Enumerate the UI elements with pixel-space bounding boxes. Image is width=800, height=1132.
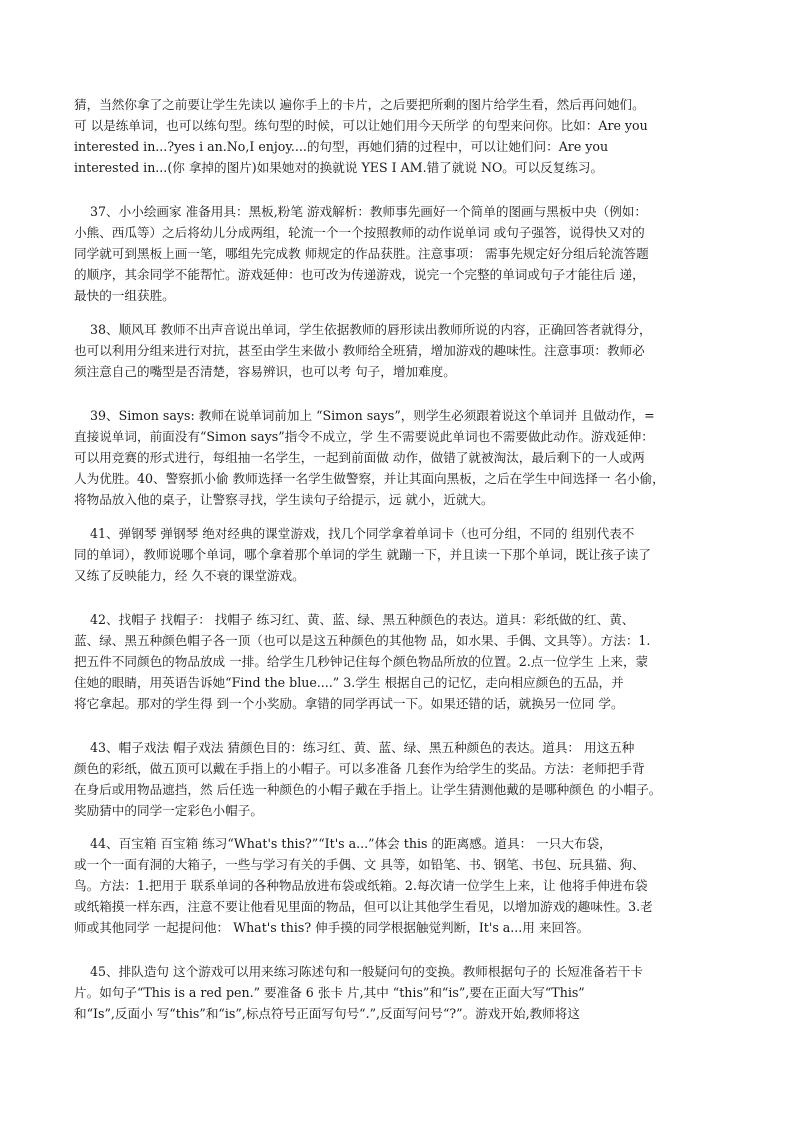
text-line: 片。如句子“This is a red pen.” 要准备 6 张卡 片,其中 “this”和“is”,要在正面大写“This” [74,985,585,1000]
text-line: 和“Is”,反面小 写“this”和“is”,标点符号正面写句号“.”,反面写问号“?”。游戏开始,教师将这 [74,1006,580,1021]
text-line: 住她的眼睛，用英语告诉她“Find the blue....” 3.学生 根据自己的记忆，走向相应颜色的五品，并 [74,675,624,690]
text-line: 鸟。方法：1.把用于 联系单词的各种物品放进布袋或纸箱。2.每次请一位学生上来，让 他将手伸进布袋 [74,878,648,893]
text-line: 45、排队造句 这个游戏可以用来练习陈述句和一般疑问句的变换。教师根据句子的 长短准备若干卡 [74,964,643,979]
text-line: 颜色的彩纸，做五顶可以戴在手指上的小帽子。可以多准备 几套作为给学生的奖品。方法：老师把手背 [74,761,645,776]
paragraph-43-hat-trick [74,737,738,821]
text-line: interested in...?yes i an.No,I enjoy....的句型，再她们猜的过程中，可以让她们问：Are you [74,139,609,154]
text-line: 同的单词），教师说哪个单词，哪个拿着那个单词的学生 就蹦一下，并且读一下那个单词，既让孩子读了 [74,547,652,562]
text-line: 可以用竞赛的形式进行，每组抽一名学生，一起到前面做 动作，做错了就被淘汰，最后剩下的一人或两 [74,450,645,465]
paragraph-42-find-hat [74,609,738,714]
text-line: 把五件不同颜色的物品放成 一排。给学生几秒钟记住每个颜色物品所放的位置。2.点一位学生 上来，蒙 [74,654,649,669]
text-line: 将物品放入他的桌子，让警察寻找，学生读句子给提示，远 就小，近就大。 [74,492,494,507]
text-line: 师或其他同学 一起提问他： What's this? 伸手摸的同学根据触觉判断，It's a...用 来回答。 [74,920,590,935]
text-line: 直接说单词，前面没有“Simon says”指令不成立，学 生不需要说此单词也不需要做此动作。游戏延伸： [74,429,654,444]
text-line: 在身后或用物品遮挡，然 后任选一种颜色的小帽子戴在手指上。让学生猜测他戴的是哪种颜色 的小帽子。 [74,782,662,797]
text-line: 也可以利用分组来进行对抗，甚至由学生来做小 教师给全班猜，增加游戏的趣味性。注意事项：教师必 [74,343,645,358]
text-line: 或纸箱摸一样东西，注意不要让他看见里面的物品，但可以让其他学生看见，以增加游戏的趣味性。3.老 [74,899,653,914]
text-line: 41、弹钢琴 弹钢琴 绝对经典的课堂游戏，找几个同学拿着单词卡（也可分组，不同的 组别代表不 [74,526,635,541]
text-line: 蓝、绿、黑五种颜色帽子各一顶（也可以是这五种颜色的其他物 品，如水果、手偶、文具等）。方法：1. [74,633,651,648]
text-line: 的顺序，其余同学不能帮忙。游戏延伸：也可改为传递游戏，说完一个完整的单词或句子才能往后 递， [74,267,645,282]
text-line: 最快的一组获胜。 [74,288,175,303]
text-line: 同学就可到黑板上画一笔，哪组先完成教 师规定的作品获胜。注意事项： 需事先规定好分组后轮流答题 [74,246,649,261]
text-line: 可 以是练单词，也可以练句型。练句型的时候，可以让她们用今天所学 的句型来问你。比如：Are you [74,118,648,133]
paragraph-39-simon-says [74,405,738,510]
text-line: 奖励猜中的同学一定彩色小帽子。 [74,803,263,818]
text-line: 37、小小绘画家 准备用具：黑板,粉笔 游戏解析：教师事先画好一个简单的图画与黑板中央（例如： [74,204,647,219]
paragraph-41-piano [74,523,738,586]
text-line: 或一个一面有洞的大箱子，一些与学习有关的手偶、文 具等，如铅笔、书、钢笔、书包、玩具猫、狗、 [74,857,645,872]
text-line: 42、找帽子 找帽子： 找帽子 练习红、黄、蓝、绿、黑五种颜色的表达。道具：彩纸做的红、黄、 [74,612,635,627]
text-line: 须注意自己的嘴型是否清楚，容易辨识，也可以考 句子，增加难度。 [74,364,456,379]
paragraph-45-sentence-queue [74,961,738,1024]
text-line: 43、帽子戏法 帽子戏法 猜颜色目的：练习红、黄、蓝、绿、黑五种颜色的表达。道具： 用这五种 [74,740,635,755]
text-line: 猜，当然你拿了之前要让学生先读以 遍你手上的卡片，之后要把所剩的图片给学生看，然后再问她们。 [74,97,645,112]
text-line: 39、Simon says: 教师在说单词前加上 “Simon says”，则学生必须跟着说这个单词并 且做动作，= [74,408,655,423]
text-line: 38、顺风耳 教师不出声音说出单词，学生依据教师的唇形读出教师所说的内容，正确回答者就得分， [74,322,652,337]
text-line: 又练了反映能力，经 久不衰的课堂游戏。 [74,568,305,583]
text-line: interested in...(你 拿掉的图片)如果她对的换就说 YES I AM.错了就说 NO。可以反复练习。 [74,160,604,175]
text-line: 人为优胜。40、警察抓小偷 教师选择一名学生做警察，并让其面向黑板，之后在学生中间选择一 名小偷， [74,471,665,486]
text-line: 小熊、西瓜等）之后将幼儿分成两组，轮流一个一个按照教师的动作说单词 或句子强答，说得快又对的 [74,225,645,240]
paragraph-44-treasure-box [74,833,738,938]
paragraph-37-little-painter [74,201,738,306]
text-line: 将它拿起。那对的学生得 到一个小奖励。拿错的同学再试一下。如果还错的话，就换另一位同 学。 [74,696,624,711]
paragraph-36-continued [74,94,738,178]
paragraph-38-sharp-ears [74,319,738,382]
text-line: 44、百宝箱 百宝箱 练习“What's this?”“It's a...”体会 this 的距离感。道具： 一只大布袋， [74,836,612,851]
